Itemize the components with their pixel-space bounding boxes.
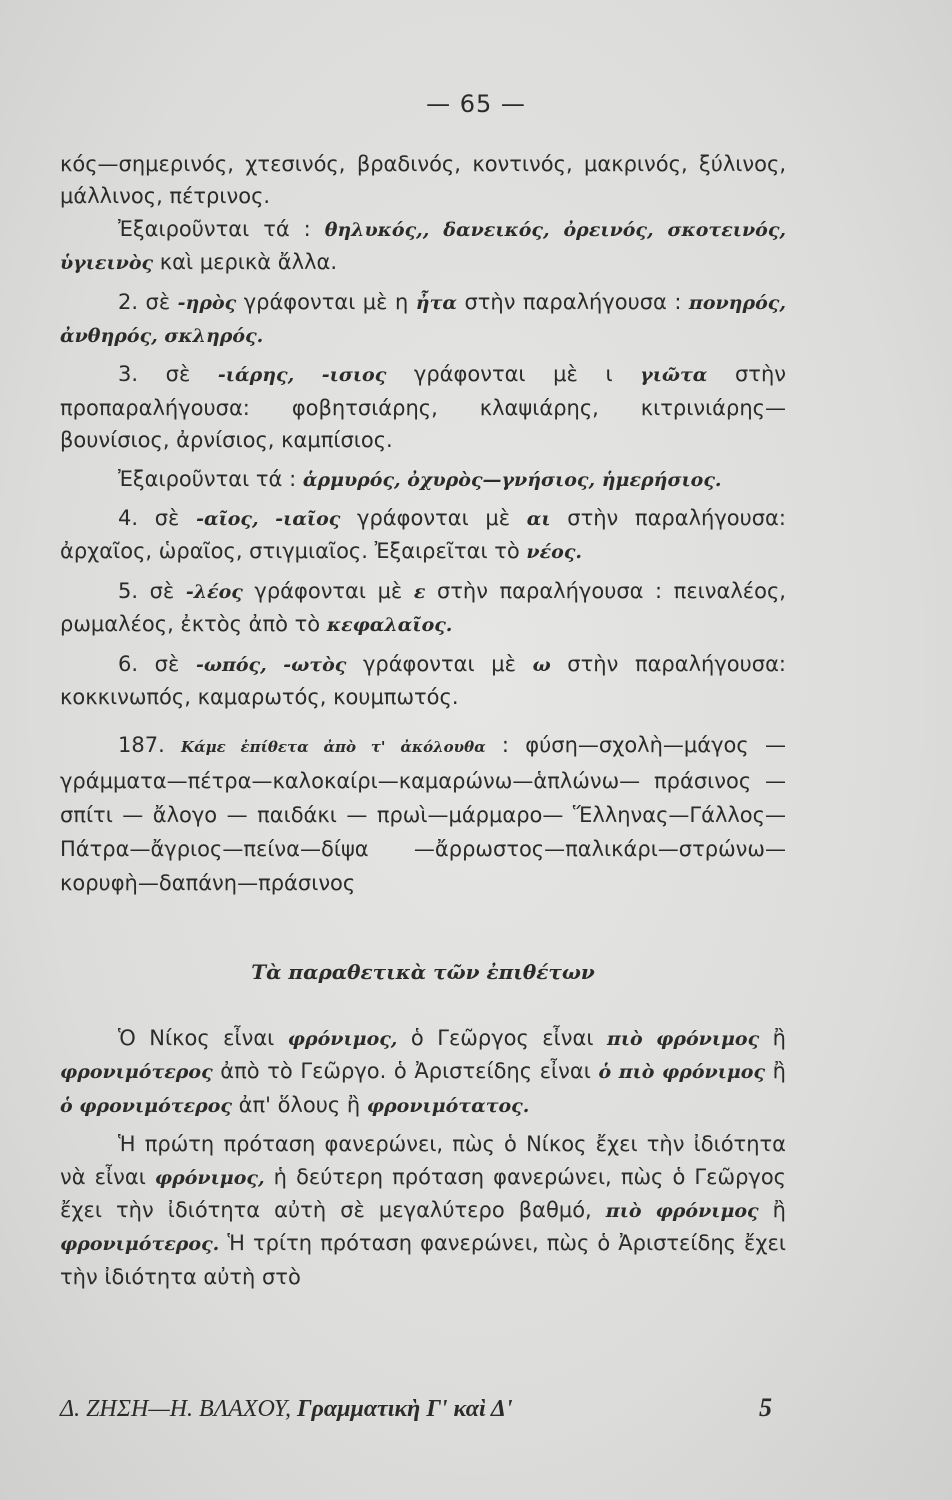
paragraph-text: 6. σὲ [118, 651, 196, 676]
paragraph-text: γράφονται μὲ [346, 651, 533, 676]
footer-authors: Δ. ΖΗΣΗ—Η. ΒΛΑΧΟΥ, [60, 1396, 292, 1422]
example-word: φρόνιμος, [287, 1027, 398, 1050]
paragraph-8 [60, 728, 786, 900]
example-word: θηλυκός,, δανεικός, ὀρεινός, σκοτεινός, ὑγιεινὸς [60, 218, 786, 275]
example-word: πιὸ φρόνιμος [606, 1027, 760, 1050]
footer-signature [60, 1396, 513, 1423]
example-word: φρονιμότερος. [60, 1233, 220, 1256]
paragraph-text: ἡ δεύτερη πρόταση φανερώνει, πὼς ὁ Γεῶργος ἔχει τὴν ἰδιότητα αὐτὴ σὲ μεγαλύτερο βαθμό, [60, 1164, 786, 1222]
example-word: -ηρὸς [177, 291, 237, 314]
paragraph-text: κός—σημερινός, χτεσινός, βραδινός, κοντινός, μακρινός, ξύλινος, μάλλινος, πέτρινος. [60, 152, 786, 209]
paragraph-text: ἀπ' ὅλους ἢ [231, 1092, 367, 1117]
example-word: κεφαλαῖος. [326, 614, 453, 637]
example-word: φρόνιμος, [154, 1166, 265, 1189]
paragraph-text: ἀπὸ τὸ Γεῶργο. ὁ Ἀριστείδης εἶναι [212, 1059, 599, 1084]
example-word: -ωπός, -ωτὸς [195, 653, 347, 676]
example-word: ἦτα [415, 291, 457, 314]
paragraph-text: στὴν παραλήγουσα : πειναλέος, ρωμαλέος, ἐκτὸς ἀπὸ τὸ [60, 578, 786, 637]
comparison-paragraph-1 [60, 1128, 786, 1293]
example-word: -λέος [185, 580, 243, 603]
paragraph-text: Ἡ πρώτη πρόταση φανερώνει, πὼς ὁ Νίκος ἔχει τὴν ἰδιότητα νὰ εἶναι [60, 1132, 786, 1189]
paragraph-text: 3. σὲ [118, 362, 218, 387]
section-title: Τὰ παραθετικὰ τῶν ἐπιθέτων [251, 959, 595, 984]
example-word: γιῶτα [640, 364, 708, 387]
paragraph-text: γράφονται μὲ η [236, 289, 416, 314]
paragraph-text: Ὁ Νίκος εἶναι [118, 1025, 288, 1050]
paragraph-text: Ἐξαιροῦνται τά : [118, 466, 303, 491]
paragraph-5 [60, 502, 786, 569]
paragraph-text: Ἡ τρίτη πρόταση φανερώνει, πὼς ὁ Ἀριστείδης ἔχει τὴν ἰδιότητα αὐτὴ στὸ [60, 1231, 786, 1289]
paragraph-text: Ἐξαιροῦνται τά : [118, 216, 325, 241]
paragraph-text: ἢ [765, 1059, 786, 1084]
paragraph-6 [60, 575, 786, 642]
example-word: φρονιμότερος [60, 1061, 213, 1084]
paragraph-text: γράφονται μὲ ι [386, 362, 641, 387]
paragraph-text: 187. [118, 732, 182, 757]
example-word: ὁ πιὸ φρόνιμος [598, 1061, 766, 1084]
example-word: ὁ φρονιμότερος [60, 1094, 232, 1117]
example-word: ε [413, 580, 426, 603]
page-footer [60, 1393, 772, 1423]
footer-book-title: Γραμματικὴ Γ' καὶ Δ' [297, 1396, 513, 1422]
footer-sheet-number: 5 [759, 1393, 772, 1422]
paragraph-text: καὶ μερικὰ ἄλλα. [153, 250, 338, 275]
paragraph-text: : φύση—σχολὴ—μάγος —γράμματα—πέτρα—καλοκαίρι—καμαρώνω—ἁπλώνω— πράσινος — σπίτι — ἄλογο — παιδάκι — πρωὶ—μάρμαρο— Ἕλληνας—Γάλλος—Πάτρα—ἄγριος—πείνα—δίψα —ἄρρωστος—παλικάρι—στρώνω—κορυφὴ—δαπάνη—πράσινος [60, 732, 786, 895]
paragraph-text: 2. σὲ [118, 289, 178, 314]
paragraph-4 [60, 463, 786, 496]
example-word: ἁρμυρός, ὀχυρὸς—γνήσιος, ἡμερήσιος. [302, 468, 722, 491]
example-word: -ιάρης, -ισιος [217, 364, 387, 387]
example-word: νέος. [526, 541, 582, 564]
paragraph-text: 4. σὲ [118, 506, 197, 531]
paragraph-3 [60, 358, 786, 456]
paragraph-7 [60, 648, 786, 714]
paragraph-text: ἢ [758, 1197, 786, 1222]
paragraph-text: γράφονται μὲ [242, 578, 414, 603]
paragraph-2 [60, 286, 786, 353]
paragraph-text: γράφονται μὲ [340, 506, 527, 531]
comparatives-section [60, 1022, 786, 1293]
paragraph-text: 5. σὲ [118, 578, 186, 603]
rules-section [60, 148, 786, 900]
paragraph-0 [60, 148, 786, 213]
page-body [60, 148, 786, 1293]
paragraph-text: ὁ Γεῶργος εἶναι [397, 1025, 607, 1050]
example-word: αι [526, 508, 551, 531]
page-number: — 65 — [426, 90, 526, 118]
example-word: πιὸ φρόνιμος [605, 1199, 759, 1222]
paragraph-text: στὴν παραλήγουσα : [456, 289, 689, 314]
example-word: πονηρός, ἀνθηρός, σκληρός. [60, 291, 786, 348]
example-word: ω [532, 653, 551, 676]
paragraph-1 [60, 213, 786, 280]
example-word: Κάμε ἐπίθετα ἀπὸ τ' ἀκόλουθα [181, 737, 486, 756]
paragraph-text: στὴν προπαραλήγουσα: φοβητσιάρης, κλαψιάρης, κιτρινιάρης—βουνίσιος, ἀρνίσιος, καμπίσιος. [60, 362, 786, 453]
paragraph-text: ἢ [759, 1025, 786, 1050]
example-word: φρονιμότατος. [366, 1094, 530, 1117]
example-word: -αῖος, -ιαῖος [196, 508, 341, 531]
comparison-paragraph-0 [60, 1022, 786, 1122]
paragraph-text: στὴν παραλήγουσα: κοκκινωπός, καμαρωτός, κουμπωτός. [60, 651, 786, 710]
paragraph-text: στὴν παραλήγουσα: ἀρχαῖος, ὡραῖος, στιγμιαῖος. Ἐξαιρεῖται τὸ [60, 506, 786, 564]
